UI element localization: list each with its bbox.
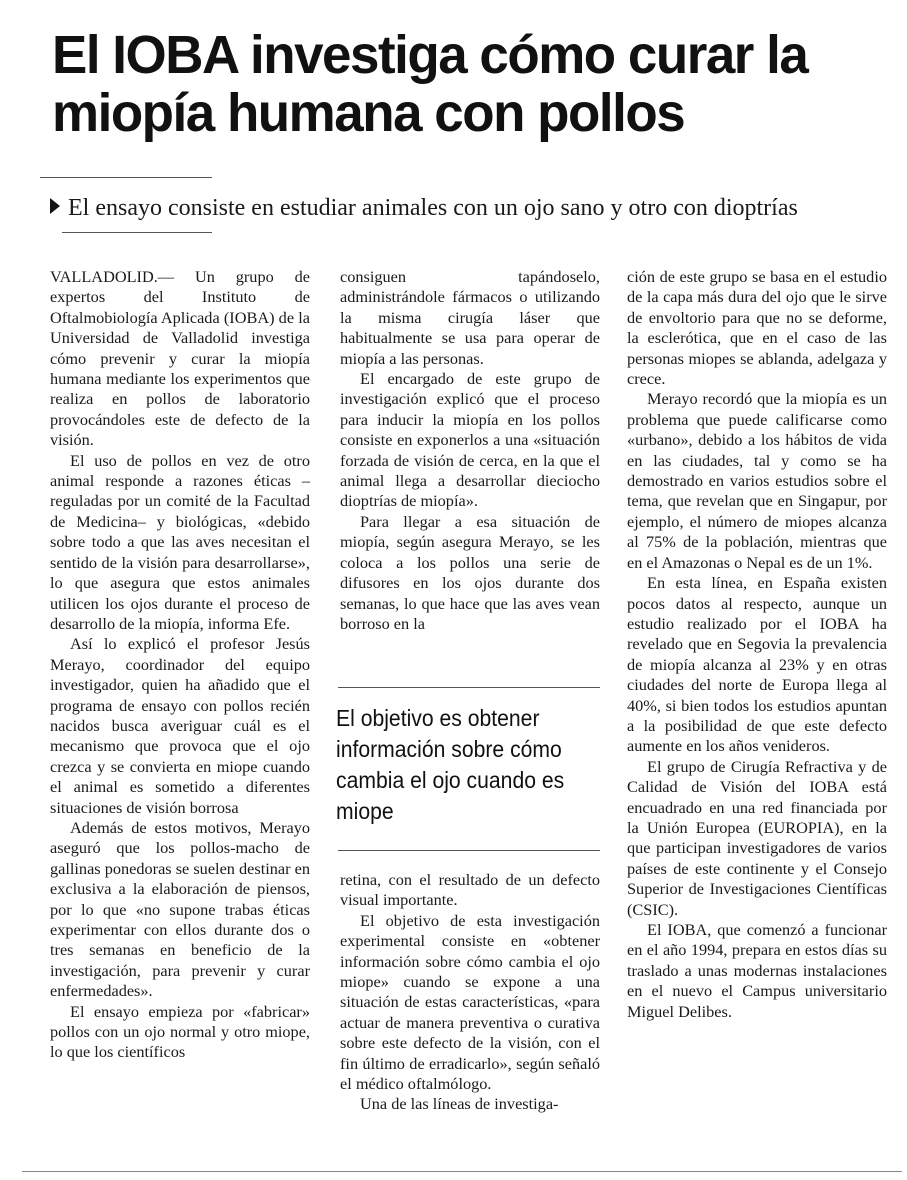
headline: El IOBA investiga cómo curar la miopía humana con pollos <box>52 25 808 143</box>
triangle-bullet-icon <box>50 198 60 214</box>
pull-quote-top-rule <box>338 687 600 688</box>
paragraph: El uso de pollos en vez de otro animal responde a razones éticas –reguladas por un comité de la Facultad de Medicina– y biológicas, «debido sobre todo a que las aves necesitan el sentido de la visión para desarrollarse», lo que asegura que estos animales utilicen los ojos durante el proceso de desarrollo de la miopía, informa Efe. <box>50 450 310 633</box>
paragraph: consiguen tapándoselo, administrándole fármacos o utilizando la misma cirugía láser que habitualmente se usa para operar de miopía a las personas. <box>340 267 600 368</box>
paragraph: En esta línea, en España existen pocos datos al respecto, aunque un estudio realizado por el IOBA ha revelado que en Segovia la prevalencia de miopía alcanza al 23% y en otras ciudades del norte de Europa llega al 40%, si bien todos los estudios apuntan a la posibilidad de que este defecto aumente en los años venideros. <box>627 573 887 756</box>
subheadline <box>50 194 900 222</box>
paragraph: ción de este grupo se basa en el estudio de la capa más dura del ojo que le sirve de envoltorio para que no se deforme, la esclerótica, que en el caso de las personas miopes se ablanda, adelgaza y crece. <box>627 267 887 389</box>
paragraph: VALLADOLID.— Un grupo de expertos del Instituto de Oftalmobiología Aplicada (IOBA) de la Universidad de Valladolid investiga cómo prevenir y curar la miopía humana mediante los experimentos que realiza en pollos de laboratorio provocándoles este de defecto de la visión. <box>50 267 310 450</box>
column-3 <box>340 870 600 1115</box>
paragraph: El encargado de este grupo de investigación explicó que el proceso para inducir la miopía en los pollos consiste en exponerlos a una «situación forzada de visión de cerca, en la que el animal llega a desarrollar dieciocho dioptrías de miopía». <box>340 369 600 511</box>
pull-quote-bottom-rule <box>338 850 600 851</box>
column-2 <box>340 267 600 634</box>
paragraph: Para llegar a esa situación de miopía, según asegura Merayo, se les coloca a los pollos una serie de difusores en los ojos durante dos semanas, lo que hace que las aves vean borroso en la <box>340 511 600 633</box>
paragraph: Así lo explicó el profesor Jesús Merayo, coordinador del equipo investigador, quien ha añadido que el programa de ensayo con pollos recién nacidos busca averiguar cuál es el mecanismo que provoca que el ojo crezca y se convierta en miope cuando el animal es sometido a diferentes situaciones de visión borrosa <box>50 634 310 817</box>
paragraph: Además de estos motivos, Merayo aseguró que los pollos-macho de gallinas ponedoras se suelen destinar en exclusiva a la elaboración de piensos, por lo que «no supone trabas éticas experimentar con ellos durante dos o tres semanas en beneficio de la investigación, para prevenir y curar enfermedades». <box>50 817 310 1001</box>
paragraph: Merayo recordó que la miopía es un problema que puede calificarse como «urbano», debido a los hábitos de vida en las ciudades, tal y como se ha demostrado en varios estudios sobre el tema, que revelan que en Singapur, por ejemplo, el número de miopes alcanza al 75% de la población, mientras que en el Amazonas o Nepal es de un 1%. <box>627 389 887 572</box>
paragraph: retina, con el resultado de un defecto visual importante. <box>340 870 600 910</box>
bottom-edge-rule <box>22 1171 902 1172</box>
paragraph: El grupo de Cirugía Refractiva y de Calidad de Visión del IOBA está encuadrado en una red financiada por la Unión Europea (EUROPIA), en la que participan investigadores de varios países de este continente y el Consejo Superior de Investigaciones Científicas (CSIC). <box>627 756 887 919</box>
paragraph: Una de las líneas de investiga- <box>360 1094 559 1114</box>
paragraph: El objetivo de esta investigación experimental consiste en «obtener información sobre cómo cambia el ojo miope» cuando se expone a una situación de estas características, «para actuar de manera preventiva o curativa sobre este defecto de la visión, con el fin último de erradicarlo», según señaló el médico oftalmólogo. <box>340 910 600 1094</box>
column-4 <box>627 267 887 1022</box>
subheadline-text: El ensayo consiste en estudiar animales con un ojo sano y otro con dioptrías <box>68 195 798 221</box>
paragraph: El ensayo empieza por «fabricar» pollos con un ojo normal y otro miope, lo que los científicos <box>50 1001 310 1062</box>
headline-rule <box>40 177 212 178</box>
subheadline-rule <box>62 232 212 233</box>
pull-quote: El objetivo es obtener información sobre cómo cambia el ojo cuando es miope <box>336 705 565 824</box>
column-1 <box>50 267 310 1063</box>
paragraph: El IOBA, que comenzó a funcionar en el año 1994, prepara en estos días su traslado a unas modernas instalaciones en el nuevo el Campus universitario Miguel Delibes. <box>627 920 887 1021</box>
